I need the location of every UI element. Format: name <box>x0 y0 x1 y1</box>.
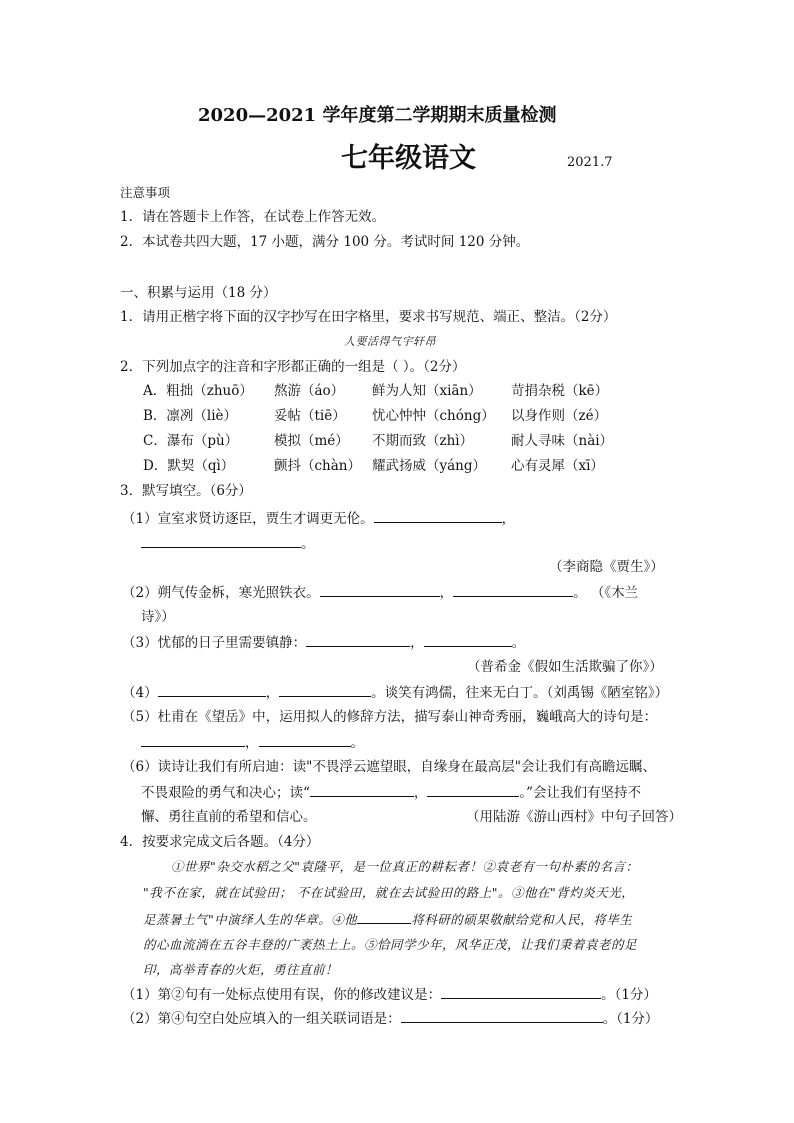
option-d-2: 颤抖（chàn） <box>274 458 361 474</box>
option-a-3: 鲜为人知（xiān） <box>372 383 482 399</box>
option-c-3: 不期而致（zhì） <box>372 433 474 449</box>
option-b-4: 以身作则（zé） <box>511 408 608 424</box>
question-3: 3．默写填空。（6分） <box>120 483 252 499</box>
q3-item-6-cont <box>141 782 641 803</box>
q3-3-comma: ， <box>410 635 424 651</box>
answer-blank[interactable] <box>441 984 601 999</box>
q4-2-score: 。（1分） <box>602 1011 659 1027</box>
q3-item-1 <box>122 508 515 529</box>
answer-blank[interactable] <box>310 782 414 797</box>
passage-line-3a: 足蒸暑土气"中演绎人生的华章。④他 <box>143 912 358 927</box>
option-d-4: 心有灵犀（xī） <box>511 458 604 474</box>
q3-1-comma: ， <box>501 511 516 527</box>
answer-blank[interactable] <box>320 582 440 597</box>
q3-6-text: 不畏艰险的勇气和决心；读“ <box>141 785 310 801</box>
answer-blank[interactable] <box>374 508 502 523</box>
q3-item-4 <box>122 682 668 703</box>
q3-item-6: （6）读诗让我们有所启迪：读"不畏浮云遮望眼，自缘身在最高层"会让我们有高瞻远瞩、 <box>122 759 657 775</box>
q3-6-source: （用陆游《游山西村》中句子回答） <box>466 809 682 825</box>
q3-3-source: （普希金《假如生活欺骗了你》） <box>467 659 663 675</box>
passage-line-5: 印，高举青春的火炬，勇往直前！ <box>143 962 339 977</box>
q3-6-comma: ， <box>413 785 428 801</box>
answer-blank[interactable] <box>424 632 512 647</box>
option-a-1: A．粗拙（zhuō） <box>143 383 253 399</box>
q3-6-end: 。”会让我们有坚持不 <box>519 785 642 801</box>
answer-blank[interactable] <box>427 782 519 797</box>
option-b-1: B．凛冽（liè） <box>143 408 238 424</box>
option-a-2: 熬游（áo） <box>274 383 345 399</box>
q4-2-text: （2）第④句空白处应填入的一组关联词语是： <box>122 1011 401 1027</box>
answer-blank[interactable] <box>306 632 410 647</box>
passage-line-2: "我不在家，就在试验田； 不在试验田，就在去试验田的路上"。③他在"背灼炎天光， <box>143 885 635 900</box>
q3-2-source: 诗》） <box>141 609 175 625</box>
passage-line-3 <box>143 909 632 930</box>
q3-4-comma: ， <box>265 685 280 701</box>
answer-blank[interactable] <box>357 909 411 924</box>
answer-blank[interactable] <box>158 682 266 697</box>
q3-5-comma: ， <box>245 735 259 751</box>
exam-title: 2020—2021 学年度第二学期期末质量检测 <box>198 105 557 126</box>
section-heading: 一、积累与运用（18 分） <box>120 285 277 301</box>
q3-1-text: （1）宣室求贤访逐臣，贾生才调更无伦。 <box>122 511 374 527</box>
q3-3-period: 。 <box>511 635 526 651</box>
notes-item-1: 1．请在答题卡上作答，在试卷上作答无效。 <box>120 209 386 225</box>
q4-1-text: （1）第②句有一处标点使用有误，你的修改建议是： <box>122 987 442 1003</box>
q3-item-1-cont <box>141 533 315 554</box>
q4-1-score: 。（1分） <box>601 987 657 1003</box>
option-d-1: D．默契（qì） <box>143 458 235 474</box>
answer-blank[interactable] <box>259 732 351 747</box>
passage-line-1: ①世界"杂交水稻之父"袁隆平，是一位真正的耕耘者！②袁老有一句朴素的名言： <box>171 859 639 874</box>
q3-3-text: （3）忧郁的日子里需要镇静： <box>122 635 307 651</box>
subject-title: 七年级语文 <box>341 143 476 174</box>
q4-sub-2 <box>122 1008 658 1029</box>
q3-item-6-line3: 懈、勇往直前的希望和信心。 <box>141 809 317 825</box>
q3-item-5: （5）杜甫在《望岳》中，运用拟人的修辞方法，描写泰山神奇秀丽，巍峨高大的诗句是： <box>122 709 658 725</box>
q3-item-5-cont <box>141 732 364 753</box>
answer-blank[interactable] <box>453 582 573 597</box>
notes-heading: 注意事项 <box>120 185 171 200</box>
option-c-1: C．瀑布（pù） <box>143 433 239 449</box>
passage-line-3b: 将科研的硕果敬献给党和人民，将毕生 <box>411 912 633 927</box>
passage-line-4: 的心血流淌在五谷丰登的广袤热土上。⑤恰同学少年，风华正茂，让我们秉着袁老的足 <box>143 937 638 952</box>
exam-date: 2021.7 <box>567 155 613 170</box>
question-4: 4．按要求完成文后各题。（4分） <box>120 834 320 850</box>
q3-5-period: 。 <box>350 735 364 751</box>
q3-2-text: （2）朔气传金柝，寒光照铁衣。 <box>122 585 320 601</box>
option-b-3: 忧心忡忡（chóng） <box>372 408 495 424</box>
q3-4-label: （4） <box>122 685 158 701</box>
q3-item-3 <box>122 632 525 653</box>
option-a-4: 苛捐杂税（kē） <box>511 383 609 399</box>
q3-item-2 <box>122 582 638 603</box>
option-d-3: 耀武扬威（yáng） <box>372 458 487 474</box>
option-c-2: 模拟（mé） <box>274 433 349 449</box>
q3-2-end: 。 （《木兰 <box>573 585 639 601</box>
answer-blank[interactable] <box>141 533 301 548</box>
question-2: 2．下列加点字的注音和字形都正确的一组是（ ）。（2分） <box>120 359 466 375</box>
q3-2-comma: ， <box>439 585 454 601</box>
question-1: 1．请用正楷字将下面的汉字抄写在田字格里，要求书写规范、端正、整洁。（2分） <box>120 309 617 325</box>
q4-sub-1 <box>122 984 657 1005</box>
q3-4-text: 。谈笑有鸿儒，往来无白丁。（刘禹锡《陋室铭》） <box>371 685 669 701</box>
answer-blank[interactable] <box>279 682 371 697</box>
q3-1-period: 。 <box>301 536 315 552</box>
handwriting-sample: 人要活得气宇轩昂 <box>344 335 436 348</box>
notes-item-2: 2．本试卷共四大题，17 小题，满分 100 分。考试时间 120 分钟。 <box>120 234 530 250</box>
answer-blank[interactable] <box>401 1008 603 1023</box>
option-c-4: 耐人寻味（nài） <box>511 433 614 449</box>
answer-blank[interactable] <box>141 732 245 747</box>
option-b-2: 妥帖（tiē） <box>274 408 346 424</box>
q3-1-source: （李商隐《贾生》） <box>549 559 664 575</box>
